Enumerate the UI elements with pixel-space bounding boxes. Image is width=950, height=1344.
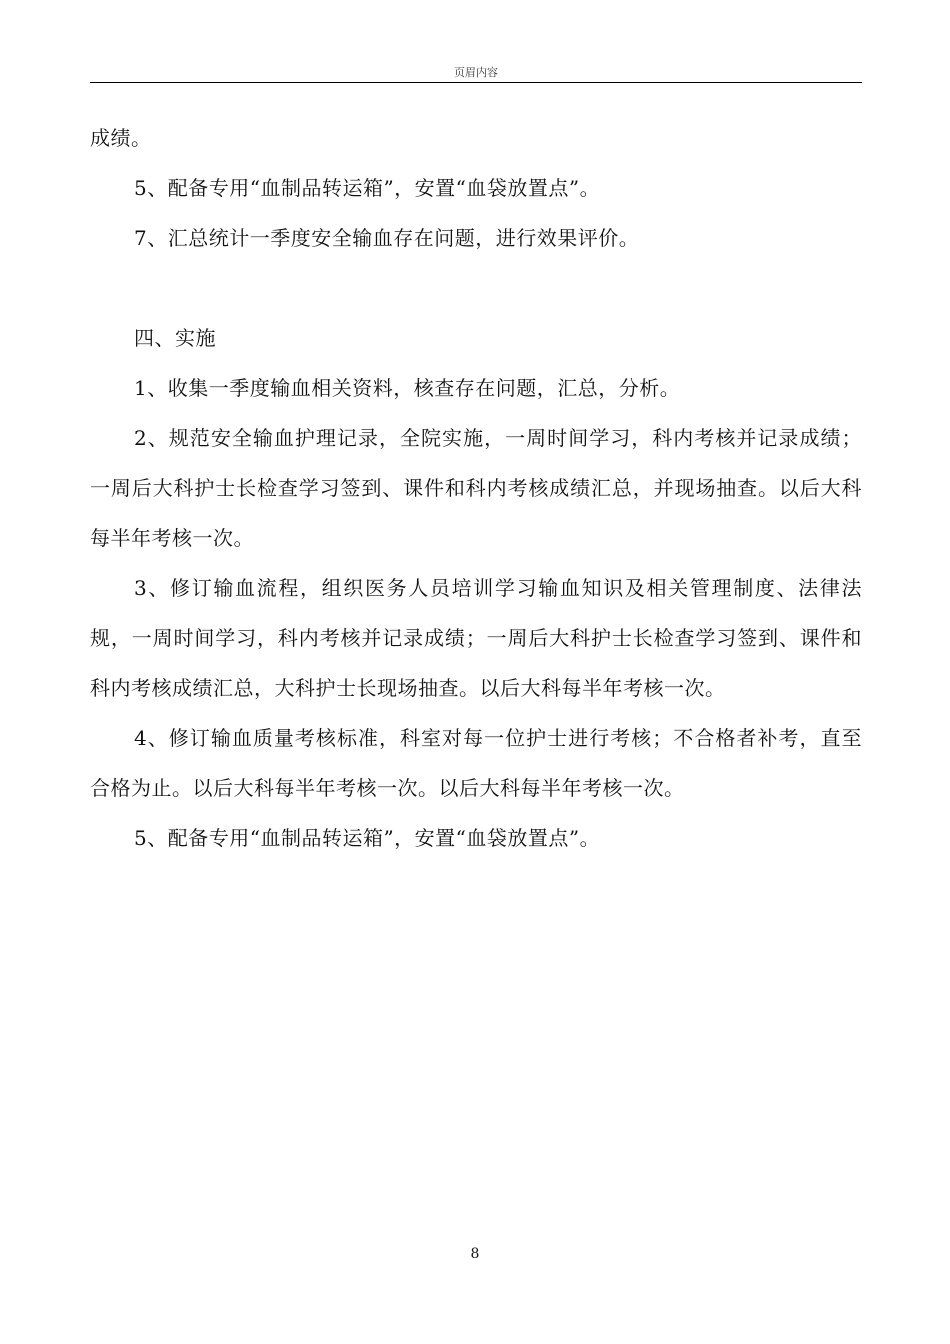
paragraph-item-5-top: 5、配备专用“血制品转运箱”，安置“血袋放置点”。 bbox=[134, 176, 601, 200]
header-rule bbox=[90, 82, 862, 83]
page-header: 页眉内容 bbox=[454, 66, 498, 79]
blank-line bbox=[90, 263, 862, 313]
paragraph-item-1: 1、收集一季度输血相关资料，核查存在问题，汇总，分析。 bbox=[134, 376, 681, 400]
document-body bbox=[90, 113, 862, 863]
page-number: 8 bbox=[470, 1246, 480, 1262]
paragraph-item-5-bottom: 5、配备专用“血制品转运箱”，安置“血袋放置点”。 bbox=[134, 826, 601, 850]
paragraph-item-7: 7、汇总统计一季度安全输血存在问题，进行效果评价。 bbox=[134, 226, 640, 250]
paragraph-item-2: 2、规范安全输血护理记录，全院实施，一周时间学习，科内考核并记录成绩；一周后大科护士长检查学习签到、课件和科内考核成绩汇总，并现场抽查。以后大科每半年考核一次。 bbox=[90, 426, 862, 550]
paragraph-item-3: 3、修订输血流程，组织医务人员培训学习输血知识及相关管理制度、法律法规，一周时间学习，科内考核并记录成绩；一周后大科护士长检查学习签到、课件和科内考核成绩汇总，大科护士长现场抽查。以后大科每半年考核一次。 bbox=[90, 576, 862, 700]
paragraph-item-4: 4、修订输血质量考核标准，科室对每一位护士进行考核；不合格者补考，直至合格为止。以后大科每半年考核一次。以后大科每半年考核一次。 bbox=[90, 726, 862, 800]
paragraph-continuation: 成绩。 bbox=[90, 126, 152, 150]
section-heading-implementation: 四、实施 bbox=[134, 326, 216, 350]
